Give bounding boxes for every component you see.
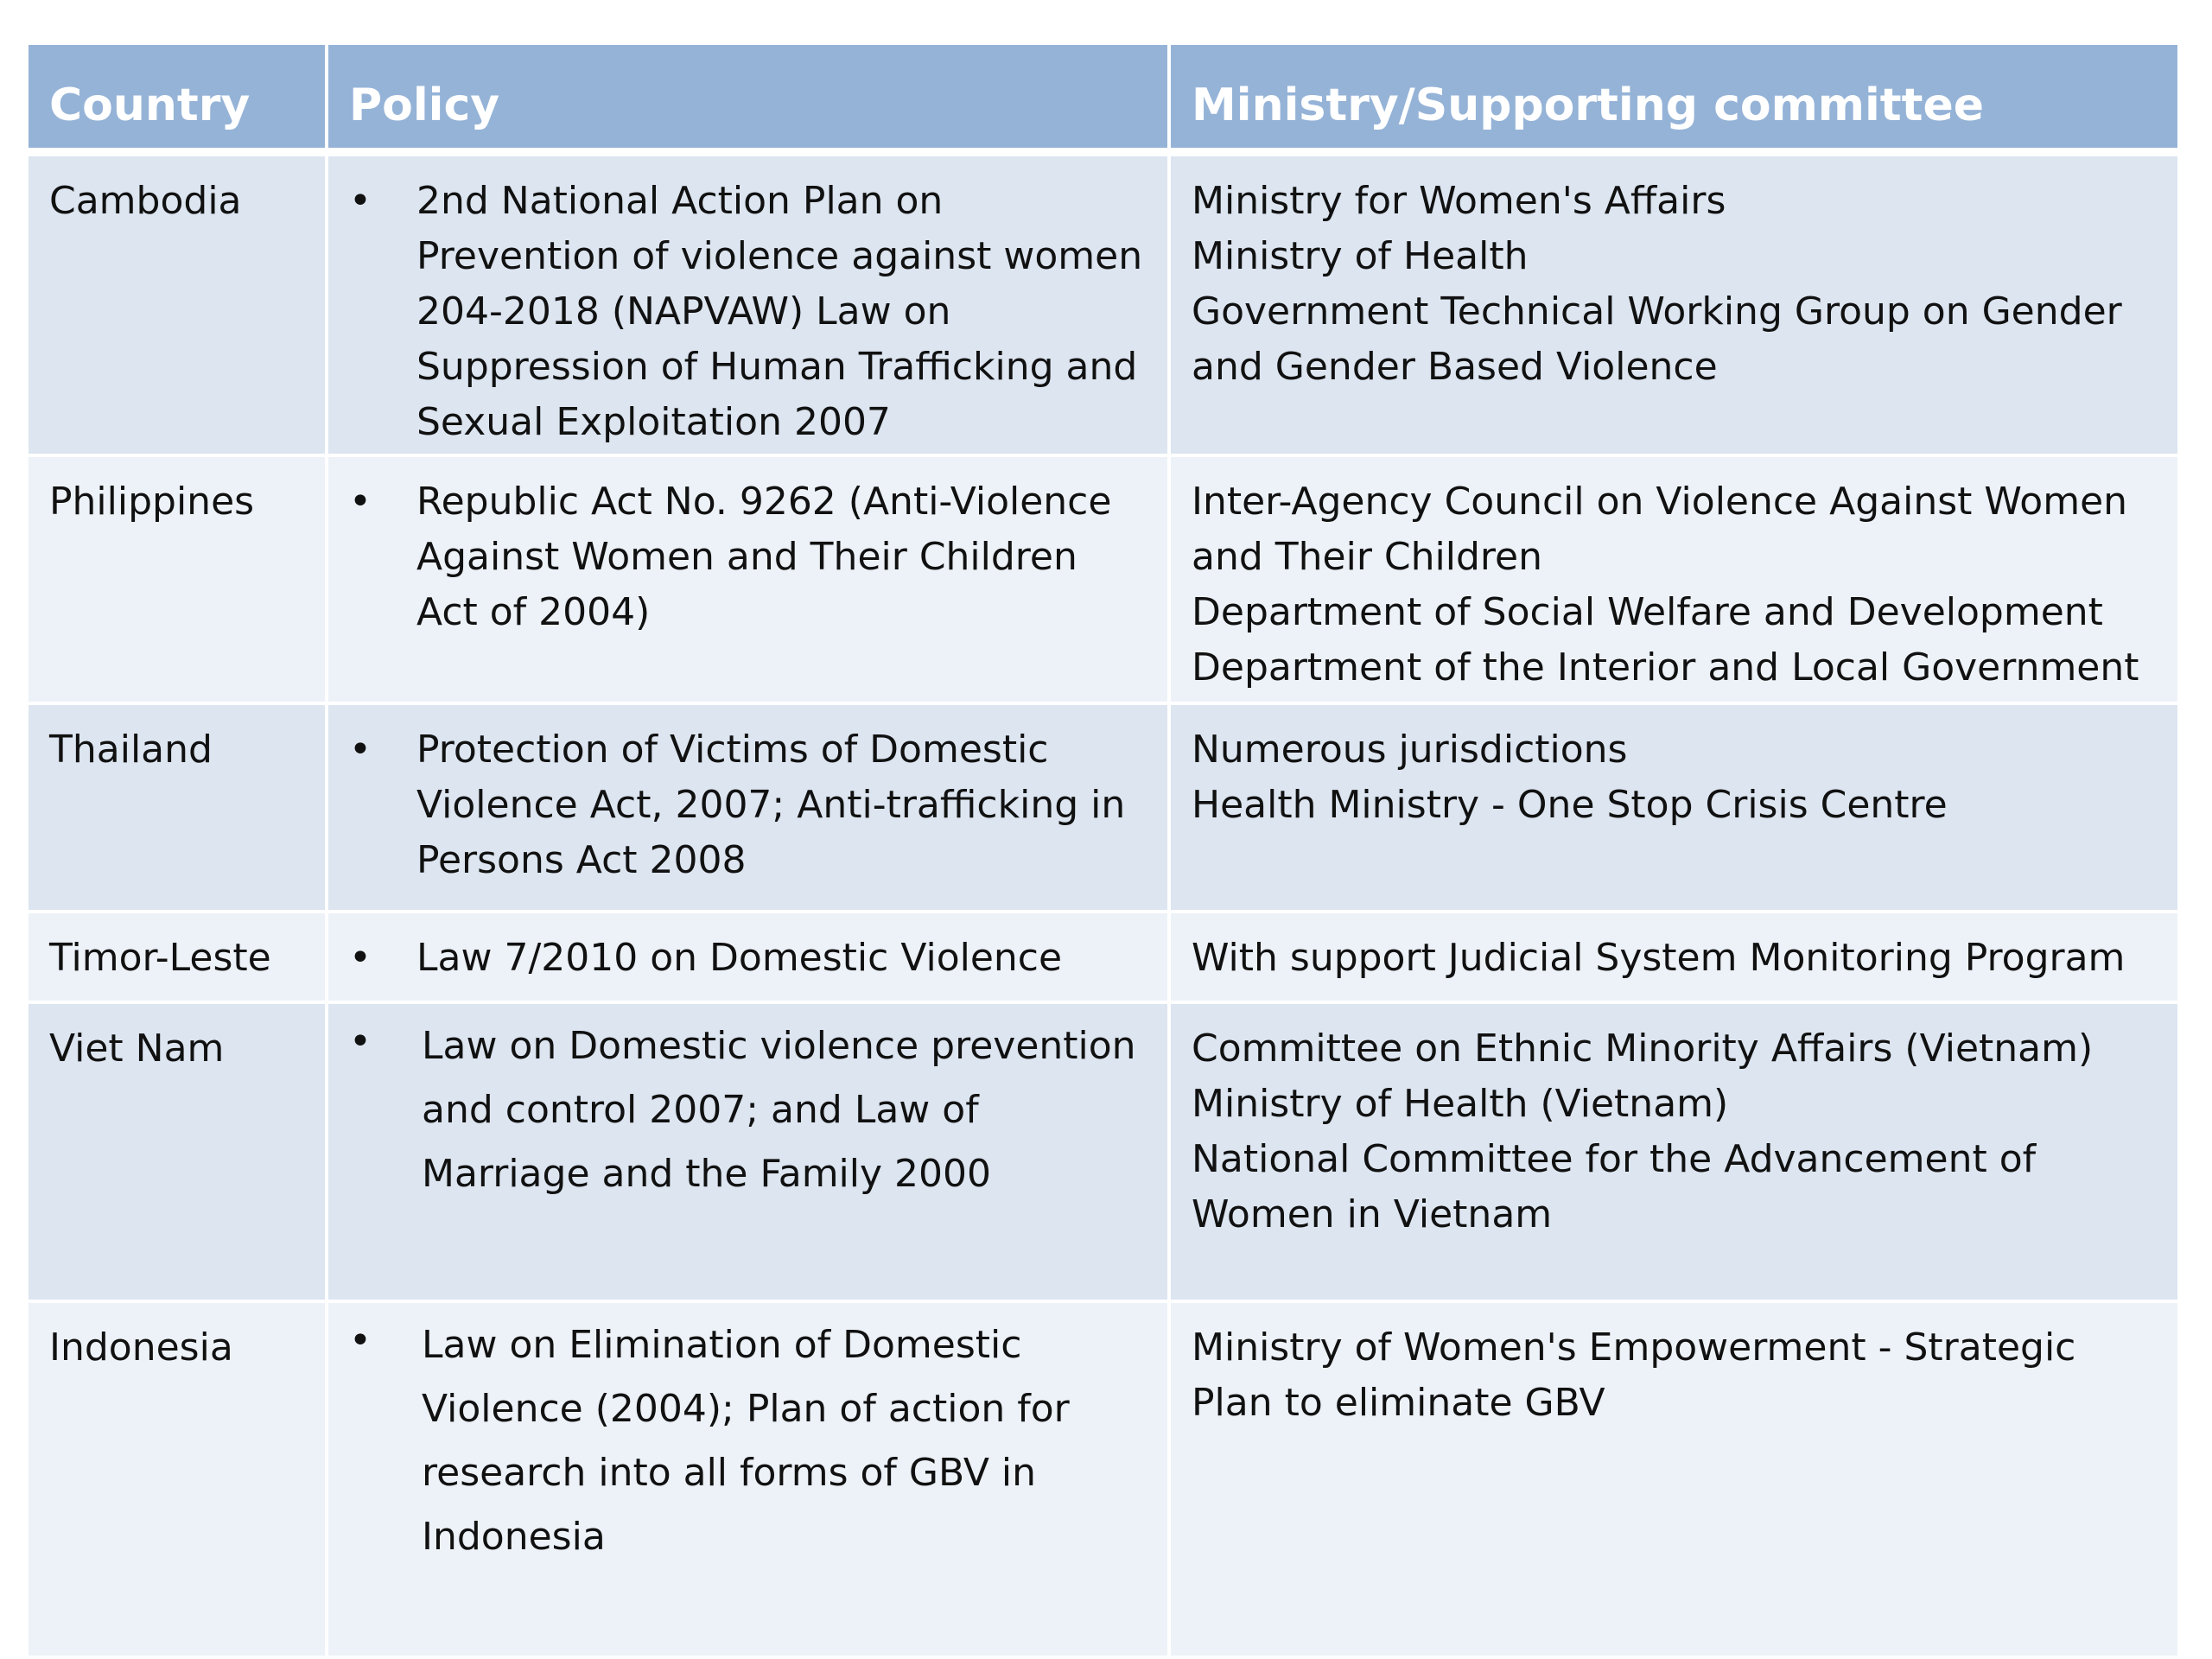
- bullet-icon: •: [349, 480, 372, 524]
- table-row-philippines: [29, 455, 2177, 702]
- ministry-line: With support Judicial System Monitoring Program: [1192, 935, 2126, 980]
- ministry-cell: [1169, 1002, 2177, 1301]
- header-policy: Policy: [327, 45, 1169, 152]
- header-ministry: Ministry/Supporting committee: [1169, 45, 2177, 152]
- ministry-cell: [1169, 912, 2177, 1002]
- country-cell: Thailand: [29, 703, 327, 912]
- bullet-icon: •: [349, 935, 372, 980]
- policy-cell: [327, 455, 1169, 702]
- policy-text: Republic Act No. 9262 (Anti-Violence Against Women and Their Children Act of 2004): [416, 480, 1112, 635]
- ministry-line: Ministry of Women's Empowerment - Strategic Plan to eliminate GBV: [1192, 1325, 2076, 1426]
- ministry-cell: [1169, 152, 2177, 455]
- policy-cell: [327, 1301, 1169, 1657]
- table-header-row: [29, 45, 2177, 152]
- ministry-line: Health Ministry - One Stop Crisis Centre: [1192, 782, 1948, 827]
- policy-text: Law on Domestic violence prevention and control 2007; and Law of Marriage and the Family 2000: [422, 1023, 1136, 1196]
- table-row-cambodia: [29, 152, 2177, 455]
- ministry-line: Ministry for Women's Affairs: [1192, 179, 1726, 223]
- country-cell: Viet Nam: [29, 1002, 327, 1301]
- policy-text: Law 7/2010 on Domestic Violence: [416, 935, 1063, 980]
- bullet-icon: •: [349, 1019, 372, 1064]
- ministry-line: National Committee for the Advancement of Women in Vietnam: [1192, 1136, 2037, 1236]
- table-row-viet-nam: [29, 1002, 2177, 1301]
- ministry-line: Government Technical Working Group on Gender and Gender Based Violence: [1192, 289, 2122, 389]
- policy-cell: [327, 1002, 1169, 1301]
- policy-text: Law on Elimination of Domestic Violence (2004); Plan of action for research into all forms of GBV in Indonesia: [422, 1323, 1070, 1560]
- country-cell: Indonesia: [29, 1301, 327, 1657]
- country-cell: Philippines: [29, 455, 327, 702]
- ministry-cell: [1169, 455, 2177, 702]
- policy-cell: [327, 703, 1169, 912]
- ministry-line: Ministry of Health (Vietnam): [1192, 1081, 1729, 1126]
- table-row-thailand: [29, 703, 2177, 912]
- policy-cell: [327, 152, 1169, 455]
- bullet-icon: •: [349, 179, 372, 223]
- ministry-line: Inter-Agency Council on Violence Against Women and Their Children: [1192, 480, 2128, 580]
- ministry-line: Department of Social Welfare and Development: [1192, 590, 2103, 635]
- ministry-line: Numerous jurisdictions: [1192, 727, 1628, 772]
- policy-text: Protection of Victims of Domestic Violence Act, 2007; Anti-trafficking in Persons Act 2008: [416, 727, 1126, 882]
- table-row-timor-leste: [29, 912, 2177, 1002]
- header-country: Country: [29, 45, 327, 152]
- policy-table: [29, 45, 2177, 1659]
- ministry-line: Department of the Interior and Local Government: [1192, 645, 2139, 690]
- ministry-cell: [1169, 1301, 2177, 1657]
- ministry-cell: [1169, 703, 2177, 912]
- country-cell: Timor-Leste: [29, 912, 327, 1002]
- ministry-line: Ministry of Health: [1192, 234, 1529, 278]
- table-row-indonesia: [29, 1301, 2177, 1657]
- policy-text: 2nd National Action Plan on Prevention of violence against women 204-2018 (NAPVAW) Law on Suppression of Human Trafficking and Sexual Exploitation 2007: [416, 179, 1143, 444]
- ministry-line: Committee on Ethnic Minority Affairs (Vietnam): [1192, 1026, 2094, 1071]
- bullet-icon: •: [349, 727, 372, 772]
- bullet-icon: •: [349, 1319, 372, 1363]
- policy-cell: [327, 912, 1169, 1002]
- country-cell: Cambodia: [29, 152, 327, 455]
